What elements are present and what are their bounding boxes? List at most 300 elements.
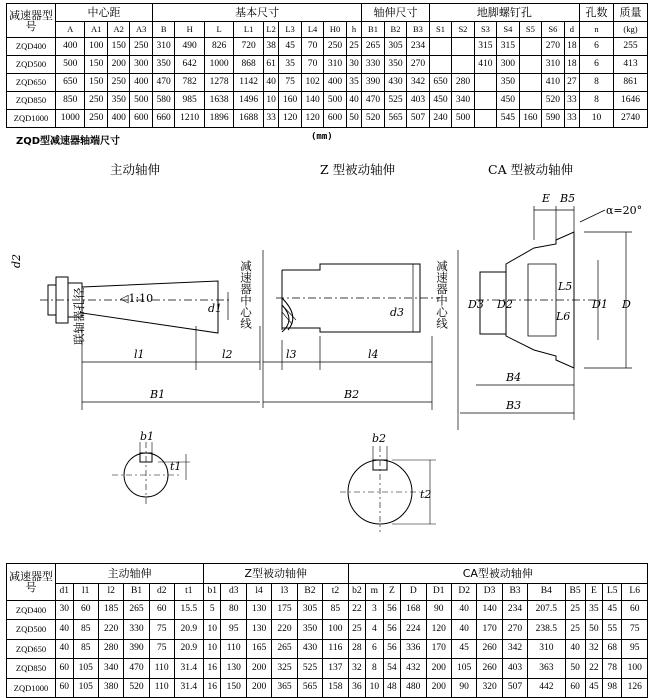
group-shaft-size: 轴伸尺寸: [362, 4, 429, 22]
table-cell: 16: [203, 678, 221, 698]
table-row: [7, 38, 648, 56]
table-cell: 861: [614, 74, 648, 92]
table-cell: 240: [429, 110, 451, 128]
table-cell: 85: [323, 600, 348, 620]
table-cell: 105: [451, 659, 476, 679]
table-cell: 85: [73, 639, 98, 659]
table-caption: ZQD型减速器轴端尺寸: [16, 136, 121, 147]
table-cell: 432: [401, 659, 426, 679]
table-cell: 100: [85, 38, 107, 56]
table-cell: 507: [407, 110, 429, 128]
table-cell: 40: [56, 639, 74, 659]
label-d2: d2: [10, 253, 23, 268]
col-header: S4: [497, 22, 519, 38]
label-l3: l3: [286, 348, 297, 361]
col-header: t1: [174, 583, 203, 600]
col-header: L3: [279, 22, 301, 38]
table-cell: 250: [107, 74, 129, 92]
col-header: E: [585, 583, 603, 600]
col-header: S6: [542, 22, 564, 38]
table-cell: 18: [564, 56, 579, 74]
table-cell: 150: [85, 56, 107, 74]
table-cell: 660: [152, 110, 174, 128]
table-cell: 54: [383, 659, 401, 679]
table-cell: 590: [542, 110, 564, 128]
col-header: d1: [56, 583, 74, 600]
table-cell: 470: [362, 92, 384, 110]
table-cell: 25: [348, 620, 366, 640]
table-cell: 35: [279, 56, 301, 74]
table-cell: 850: [56, 92, 85, 110]
table-cell: 270: [407, 56, 429, 74]
shaft-drawing: [0, 140, 654, 558]
table-cell: 45: [585, 678, 603, 698]
table-cell: 250: [324, 38, 346, 56]
table-cell: 40: [56, 620, 74, 640]
table-cell: 220: [98, 620, 123, 640]
table-cell: 265: [272, 639, 297, 659]
table-cell: 22: [348, 600, 366, 620]
table-cell: 340: [452, 92, 474, 110]
table-cell: 480: [401, 678, 426, 698]
table-cell: 40: [346, 92, 361, 110]
table-cell: 32: [585, 639, 603, 659]
table-cell: 413: [614, 56, 648, 74]
table-cell: 280: [98, 639, 123, 659]
table-cell: 310: [324, 56, 346, 74]
table-cell: 56: [383, 620, 401, 640]
label-b1: b1: [140, 430, 155, 443]
table-cell: [474, 74, 496, 92]
col-model: 减速器型号: [7, 4, 56, 38]
table-cell: 35: [585, 600, 603, 620]
table-cell: 15.5: [174, 600, 203, 620]
table-cell: 32: [348, 659, 366, 679]
table-cell: 1000: [56, 110, 85, 128]
table-cell: 430: [297, 639, 322, 659]
table-cell: 350: [152, 56, 174, 74]
table-cell: [519, 56, 541, 74]
label-d3: d3: [390, 306, 405, 319]
table-cell: [429, 38, 451, 56]
label-t2: t2: [420, 488, 432, 501]
table-cell: 350: [107, 92, 129, 110]
table-cell: 390: [124, 639, 149, 659]
unit-label: (mm): [311, 132, 333, 142]
table-cell: 36: [348, 678, 366, 698]
table-cell: 305: [297, 600, 322, 620]
table-cell: 600: [324, 110, 346, 128]
col-header: d: [564, 22, 579, 38]
label-l1: l1: [134, 348, 145, 361]
row-model: ZQD400: [7, 600, 56, 620]
table-cell: 140: [301, 92, 323, 110]
table-cell: 120: [279, 110, 301, 128]
table-row: [7, 110, 648, 128]
table-cell: 1496: [234, 92, 263, 110]
table-cell: 61: [263, 56, 278, 74]
table-cell: 56: [383, 600, 401, 620]
table-cell: [452, 38, 474, 56]
table-cell: 490: [175, 38, 204, 56]
col-header: D3: [477, 583, 502, 600]
table-cell: 20.9: [174, 639, 203, 659]
col-header: D: [401, 583, 426, 600]
table-cell: 70: [301, 56, 323, 74]
col-header: L: [204, 22, 233, 38]
label-center-line-1: 减速器中心线: [239, 260, 253, 329]
table-cell: 270: [542, 38, 564, 56]
col-header: b1: [203, 583, 221, 600]
label-L6: L6: [556, 310, 571, 323]
table-cell: 260: [477, 659, 502, 679]
table-cell: 158: [323, 678, 348, 698]
table-cell: 98: [603, 678, 622, 698]
table-cell: 403: [407, 92, 429, 110]
row-model: ZQD650: [7, 74, 56, 92]
table-cell: 27: [564, 74, 579, 92]
table-cell: 545: [497, 110, 519, 128]
label-D3: D3: [468, 298, 484, 311]
col-header: d3: [221, 583, 246, 600]
col-header: S2: [452, 22, 474, 38]
table-cell: 350: [297, 620, 322, 640]
table-cell: 305: [384, 38, 406, 56]
table-cell: 310: [152, 38, 174, 56]
title-ca-shaft: CA 型被动轴伸: [488, 162, 574, 177]
col-header: A3: [130, 22, 152, 38]
table-cell: 33: [263, 110, 278, 128]
col-header: l3: [272, 583, 297, 600]
col-header: m: [366, 583, 384, 600]
table-cell: 105: [73, 659, 98, 679]
table-cell: 55: [603, 620, 622, 640]
table-cell: 315: [474, 38, 496, 56]
table-cell: 650: [56, 74, 85, 92]
col-header: L2: [263, 22, 278, 38]
table-cell: 40: [451, 600, 476, 620]
table-cell: 10: [366, 678, 384, 698]
table-cell: 234: [407, 38, 429, 56]
table-cell: 70: [301, 38, 323, 56]
table-cell: 102: [301, 74, 323, 92]
table-cell: 1896: [204, 110, 233, 128]
label-taper: ◁1:10: [120, 292, 154, 305]
table-cell: 280: [452, 74, 474, 92]
table-cell: 45: [603, 600, 622, 620]
table-cell: 500: [324, 92, 346, 110]
table-cell: 470: [124, 659, 149, 679]
table-cell: 18: [564, 38, 579, 56]
table-cell: 350: [384, 56, 406, 74]
label-coupling-hole: 联轴器孔径: [72, 287, 86, 345]
row-model: ZQD1000: [7, 110, 56, 128]
table-cell: 325: [272, 659, 297, 679]
table-cell: 100: [622, 659, 648, 679]
table-cell: 400: [130, 74, 152, 92]
table-cell: 330: [362, 56, 384, 74]
table-cell: 116: [323, 639, 348, 659]
col-header: n: [580, 22, 614, 38]
group-ca-shaft: CA型被动轴伸: [348, 564, 647, 584]
table-cell: 260: [477, 639, 502, 659]
table-cell: 400: [56, 38, 85, 56]
row-model: ZQD850: [7, 659, 56, 679]
table-cell: 520: [362, 110, 384, 128]
ca-shaft: [460, 206, 632, 420]
table-cell: 16: [203, 659, 221, 679]
table-cell: 110: [149, 678, 174, 698]
label-l2: l2: [222, 348, 233, 361]
table-cell: 78: [603, 659, 622, 679]
table-cell: 350: [497, 74, 519, 92]
table-cell: 250: [130, 38, 152, 56]
col-mass: 质量: [614, 4, 648, 22]
group-anchor-bolt: 地脚螺钉孔: [429, 4, 579, 22]
table-row: [7, 600, 648, 620]
table-cell: 160: [279, 92, 301, 110]
table-cell: 450: [497, 92, 519, 110]
table-cell: 6: [580, 56, 614, 74]
table-cell: 45: [279, 38, 301, 56]
table-cell: 60: [56, 678, 74, 698]
col-header: S3: [474, 22, 496, 38]
col-header: A: [56, 22, 85, 38]
table-cell: 342: [502, 639, 527, 659]
table-cell: 165: [246, 639, 271, 659]
table-cell: 336: [401, 639, 426, 659]
table-cell: 520: [542, 92, 564, 110]
col-header: S1: [429, 22, 451, 38]
table-cell: 365: [272, 678, 297, 698]
table-cell: 75: [279, 74, 301, 92]
table-cell: 150: [221, 678, 246, 698]
table-cell: 315: [497, 38, 519, 56]
table-cell: 170: [426, 639, 451, 659]
col-header: l4: [246, 583, 271, 600]
col-header: Z: [383, 583, 401, 600]
table-cell: 56: [383, 639, 401, 659]
col-header: D2: [451, 583, 476, 600]
table-cell: 75: [149, 639, 174, 659]
col-header: B3: [502, 583, 527, 600]
col-header: B1: [362, 22, 384, 38]
col-header: L4: [301, 22, 323, 38]
table-cell: 28: [348, 639, 366, 659]
table-cell: 600: [130, 110, 152, 128]
table-cell: 470: [152, 74, 174, 92]
table-row: [7, 92, 648, 110]
col-header: l1: [73, 583, 98, 600]
table-cell: 60: [73, 600, 98, 620]
table-cell: 342: [407, 74, 429, 92]
table-cell: 6: [366, 639, 384, 659]
table-cell: 120: [301, 110, 323, 128]
col-header: B4: [528, 583, 565, 600]
col-header: B5: [565, 583, 585, 600]
group-center-distance: 中心距: [56, 4, 153, 22]
table-cell: 320: [477, 678, 502, 698]
table-cell: 85: [73, 620, 98, 640]
table-cell: 10: [580, 110, 614, 128]
col-header: B3: [407, 22, 429, 38]
table-cell: 565: [297, 678, 322, 698]
table-cell: 185: [98, 600, 123, 620]
table-cell: 5: [203, 600, 221, 620]
col-header: D1: [426, 583, 451, 600]
table-cell: 200: [107, 56, 129, 74]
table-cell: 25: [565, 620, 585, 640]
table-cell: [474, 92, 496, 110]
table-cell: 310: [528, 639, 565, 659]
table-cell: 250: [85, 110, 107, 128]
label-B1: B1: [150, 388, 166, 401]
table-cell: 500: [56, 56, 85, 74]
col-header: B: [152, 22, 174, 38]
table-cell: 224: [401, 620, 426, 640]
table-cell: 650: [429, 74, 451, 92]
table-cell: 500: [130, 92, 152, 110]
table-cell: 10: [203, 639, 221, 659]
col-header: A2: [107, 22, 129, 38]
table-cell: 363: [528, 659, 565, 679]
table-cell: 40: [565, 639, 585, 659]
table-cell: 25: [565, 600, 585, 620]
table-cell: 1210: [175, 110, 204, 128]
table-cell: 410: [542, 74, 564, 92]
table-cell: 403: [502, 659, 527, 679]
table-cell: 48: [383, 678, 401, 698]
table-cell: 250: [85, 92, 107, 110]
table-cell: 330: [124, 620, 149, 640]
key-section-1: [112, 442, 190, 506]
table-cell: 1000: [204, 56, 233, 74]
row-model: ZQD400: [7, 38, 56, 56]
table-cell: 80: [221, 600, 246, 620]
table-cell: 137: [323, 659, 348, 679]
table-cell: 60: [56, 659, 74, 679]
table-cell: 450: [429, 92, 451, 110]
table-cell: 238.5: [528, 620, 565, 640]
label-b2: b2: [372, 432, 387, 445]
table-cell: 95: [622, 639, 648, 659]
col-model: 减速器型号: [7, 564, 56, 601]
table-cell: 255: [614, 38, 648, 56]
table-cell: 642: [175, 56, 204, 74]
table-cell: 68: [603, 639, 622, 659]
table-cell: 130: [246, 600, 271, 620]
table-cell: 33: [564, 110, 579, 128]
table-cell: 270: [502, 620, 527, 640]
table-cell: 75: [149, 620, 174, 640]
shaft-end-dimension-table: [6, 563, 648, 698]
table-cell: 390: [362, 74, 384, 92]
col-header: H0: [324, 22, 346, 38]
table-cell: 6: [580, 38, 614, 56]
col-header: d2: [149, 583, 174, 600]
table-cell: 50: [565, 659, 585, 679]
table-cell: [452, 56, 474, 74]
table-cell: 45: [451, 639, 476, 659]
table-row: [7, 56, 648, 74]
label-D: D: [622, 298, 631, 311]
label-B4: B4: [506, 371, 522, 384]
table-cell: 30: [56, 600, 74, 620]
label-l4: l4: [368, 348, 379, 361]
table-cell: 40: [451, 620, 476, 640]
table-cell: 380: [98, 678, 123, 698]
label-D1: D1: [592, 298, 608, 311]
col-header: l2: [98, 583, 123, 600]
row-model: ZQD1000: [7, 678, 56, 698]
col-header: H: [175, 22, 204, 38]
group-main-shaft: 主动轴伸: [56, 564, 204, 584]
col-header: B1: [124, 583, 149, 600]
table-cell: 140: [477, 600, 502, 620]
col-header: b2: [348, 583, 366, 600]
table-cell: 20.9: [174, 620, 203, 640]
table-cell: 10: [203, 620, 221, 640]
table-cell: 126: [622, 678, 648, 698]
table-row: [7, 659, 648, 679]
table-cell: 300: [497, 56, 519, 74]
table-cell: 720: [234, 38, 263, 56]
table-cell: 525: [297, 659, 322, 679]
table-cell: 110: [149, 659, 174, 679]
table-cell: 265: [124, 600, 149, 620]
table-cell: 150: [107, 38, 129, 56]
table-cell: 120: [426, 620, 451, 640]
table-cell: 60: [622, 600, 648, 620]
table-cell: 507: [502, 678, 527, 698]
table-cell: 31.4: [174, 659, 203, 679]
table-cell: 60: [565, 678, 585, 698]
table-cell: 33: [564, 92, 579, 110]
table-cell: 2740: [614, 110, 648, 128]
table-cell: 525: [384, 92, 406, 110]
label-B2: B2: [344, 388, 360, 401]
table-cell: 168: [401, 600, 426, 620]
table-cell: 8: [366, 659, 384, 679]
col-header: S5: [519, 22, 541, 38]
table-cell: 1646: [614, 92, 648, 110]
table-cell: 175: [272, 600, 297, 620]
col-header: L5: [603, 583, 622, 600]
table-cell: 22: [585, 659, 603, 679]
table-cell: 200: [246, 678, 271, 698]
table-cell: 60: [149, 600, 174, 620]
row-model: ZQD850: [7, 92, 56, 110]
table-cell: 430: [384, 74, 406, 92]
label-t1: t1: [170, 460, 182, 473]
table-cell: 90: [426, 600, 451, 620]
table-cell: 150: [85, 74, 107, 92]
table-cell: 300: [130, 56, 152, 74]
table-cell: 985: [175, 92, 204, 110]
table-cell: 400: [324, 74, 346, 92]
label-alpha: α=20°: [606, 204, 643, 217]
table-cell: [474, 110, 496, 128]
label-d1: d1: [208, 302, 223, 315]
table-cell: 160: [519, 110, 541, 128]
table-cell: 50: [346, 110, 361, 128]
table-cell: 31.4: [174, 678, 203, 698]
table-cell: 50: [585, 620, 603, 640]
table-cell: 520: [124, 678, 149, 698]
table-cell: 95: [221, 620, 246, 640]
table-cell: 340: [98, 659, 123, 679]
table-cell: 265: [362, 38, 384, 56]
